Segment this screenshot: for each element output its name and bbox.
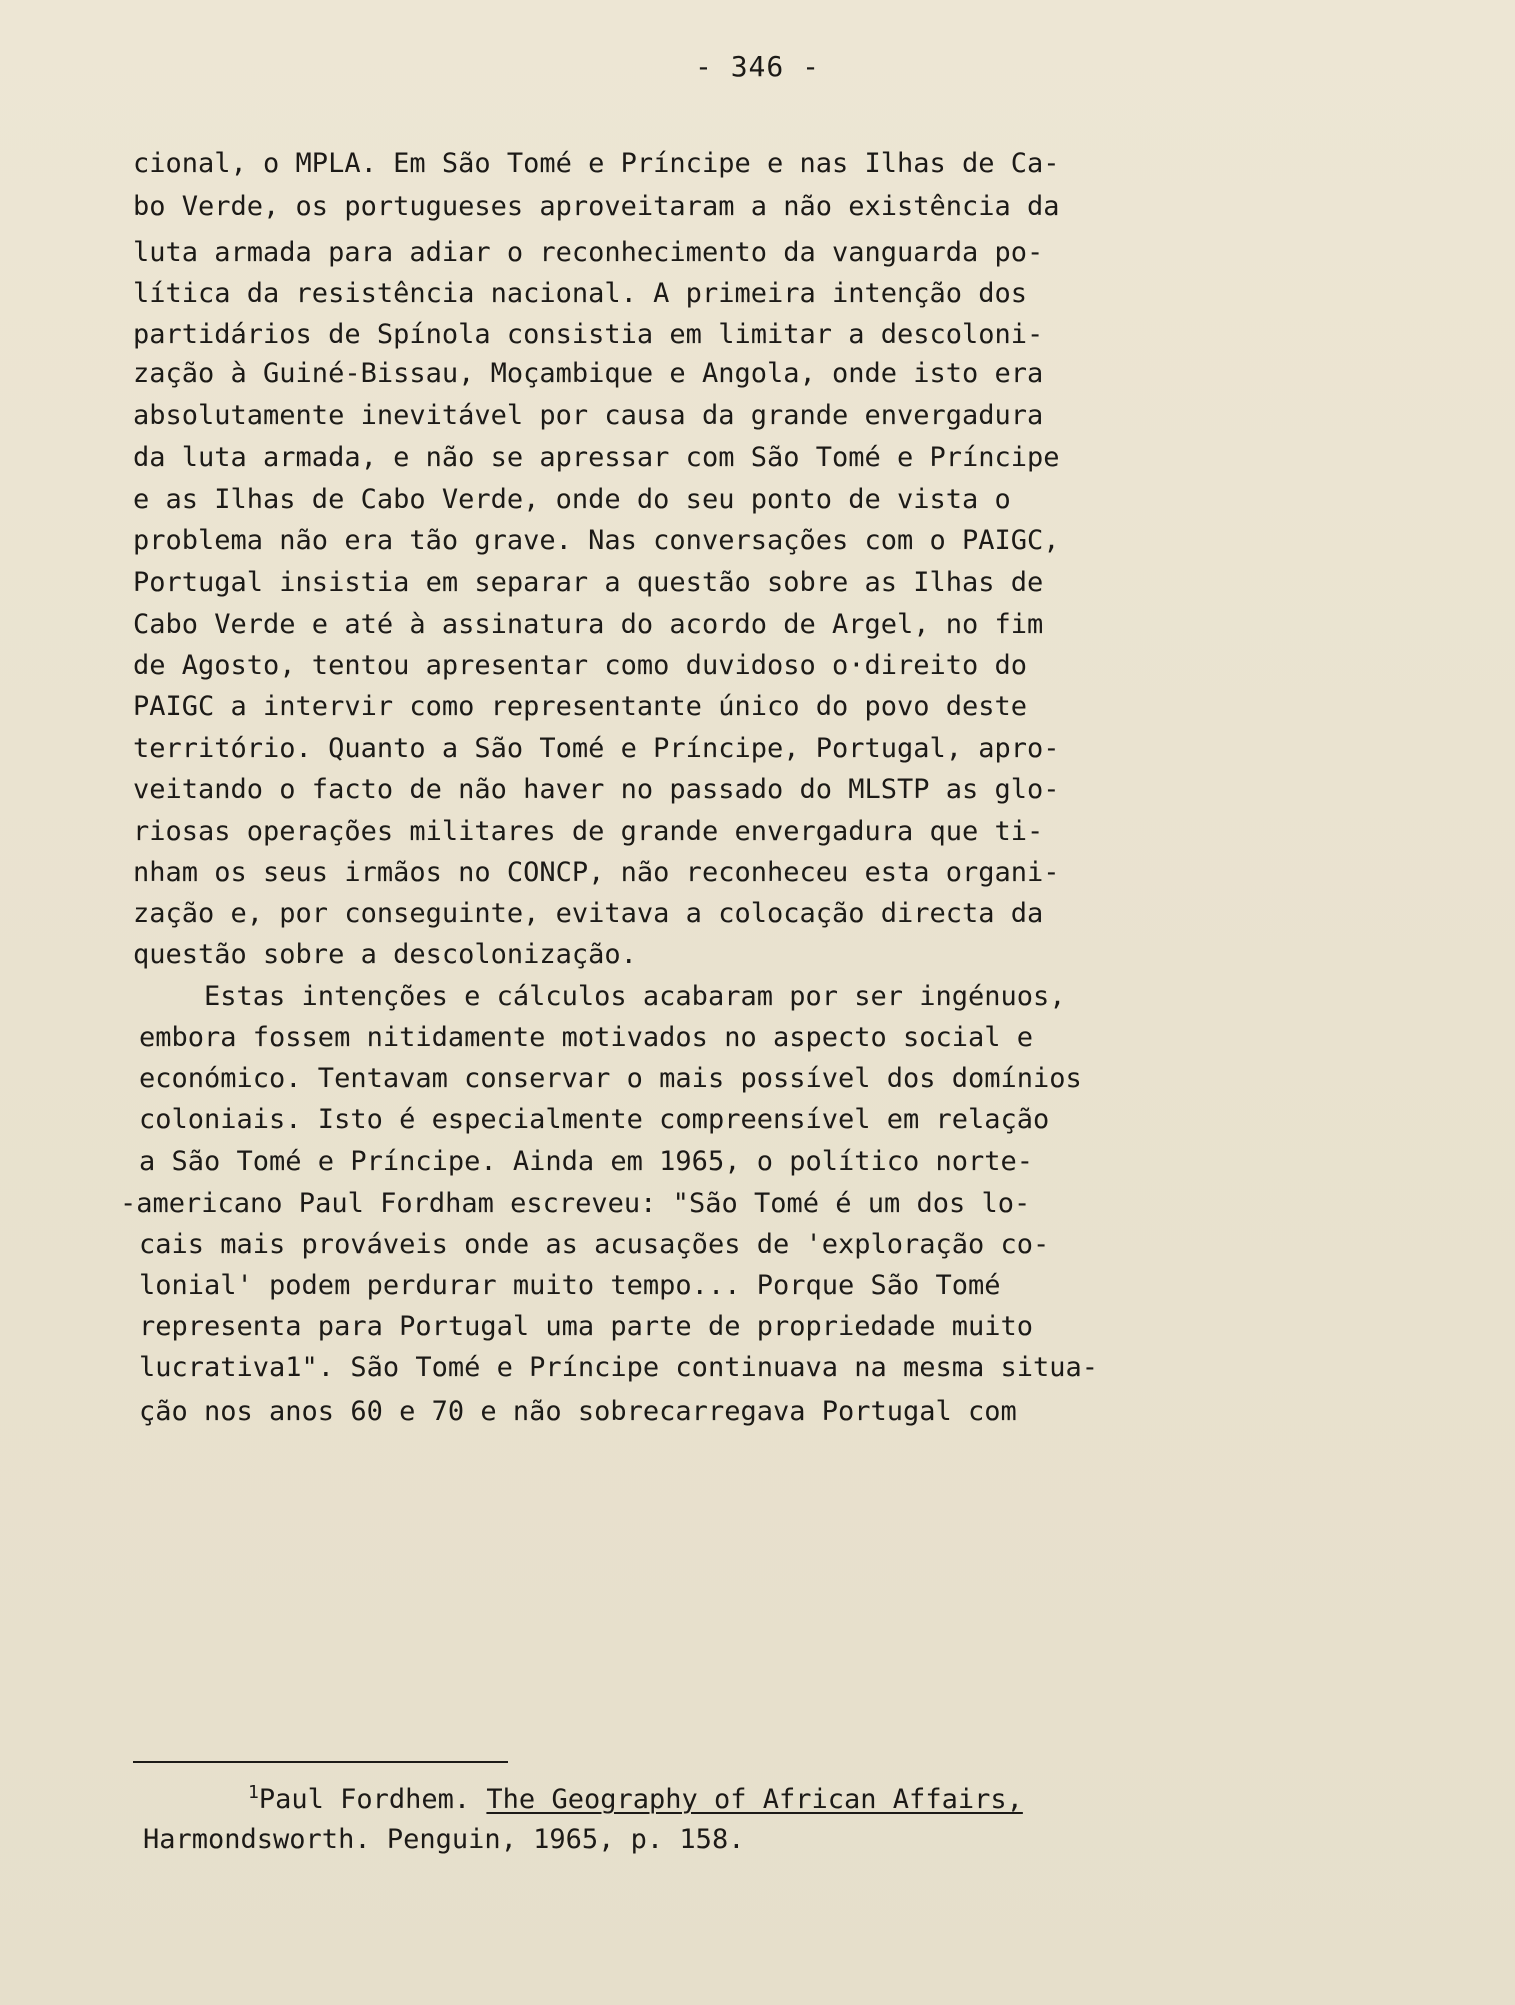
body-line: -americano Paul Fordham escreveu: "São Tomé é um dos lo-	[120, 1188, 1031, 1219]
page-number: - 346 -	[694, 50, 820, 83]
body-line: Estas intenções e cálculos acabaram por ser ingénuos,	[139, 981, 1066, 1012]
body-line: a São Tomé e Príncipe. Ainda em 1965, o político norte-	[139, 1146, 1034, 1177]
body-line: problema não era tão grave. Nas conversações com o PAIGC,	[133, 525, 1060, 556]
body-line: Portugal insistia em separar a questão sobre as Ilhas de	[133, 567, 1044, 598]
footnote-line-1	[248, 1784, 1023, 1813]
body-line: zação e, por conseguinte, evitava a colocação directa da	[133, 898, 1044, 929]
body-line: representa para Portugal uma parte de propriedade muito	[139, 1311, 1034, 1342]
footnote-author: Paul Fordhem.	[258, 1784, 487, 1815]
body-line: PAIGC a intervir como representante único do povo deste	[133, 691, 1028, 722]
body-line: e as Ilhas de Cabo Verde, onde do seu ponto de vista o	[133, 484, 1011, 515]
footnote-marker: 1	[248, 1782, 259, 1803]
body-line: cais mais prováveis onde as acusações de 'exploração co-	[139, 1229, 1050, 1260]
body-line: da luta armada, e não se apressar com São Tomé e Príncipe	[133, 442, 1060, 473]
body-line: lonial' podem perdurar muito tempo... Porque São Tomé	[139, 1270, 1001, 1301]
body-line: riosas operações militares de grande envergadura que ti-	[133, 816, 1044, 847]
body-line: partidários de Spínola consistia em limitar a descoloni-	[133, 319, 1044, 350]
body-line: veitando o facto de não haver no passado do MLSTP as glo-	[133, 774, 1060, 805]
body-line: de Agosto, tentou apresentar como duvidoso o·direito do	[133, 650, 1028, 681]
footnote-line-2: Harmondsworth. Penguin, 1965, p. 158.	[143, 1824, 745, 1855]
body-line: absolutamente inevitável por causa da grande envergadura	[133, 400, 1044, 431]
body-line: luta armada para adiar o reconhecimento da vanguarda po-	[133, 237, 1044, 268]
body-line: cional, o MPLA. Em São Tomé e Príncipe e nas Ilhas de Ca-	[133, 148, 1060, 179]
footnote-book-title: The Geography of African Affairs,	[486, 1784, 1023, 1815]
body-line: coloniais. Isto é especialmente compreensível em relação	[139, 1104, 1050, 1135]
body-line: território. Quanto a São Tomé e Príncipe, Portugal, apro-	[133, 733, 1060, 764]
body-line: nham os seus irmãos no CONCP, não reconheceu esta organi-	[133, 857, 1060, 888]
footnote-separator	[133, 1761, 508, 1763]
body-line: zação à Guiné-Bissau, Moçambique e Angola, onde isto era	[133, 358, 1044, 389]
body-line: ção nos anos 60 e 70 e não sobrecarregava Portugal com	[139, 1396, 1017, 1427]
body-line: embora fossem nitidamente motivados no aspecto social e	[139, 1022, 1034, 1053]
body-line: lucrativa1". São Tomé e Príncipe continuava na mesma situa-	[139, 1352, 1099, 1383]
body-line: económico. Tentavam conservar o mais possível dos domínios	[139, 1063, 1082, 1094]
body-line: Cabo Verde e até à assinatura do acordo de Argel, no fim	[133, 609, 1044, 640]
body-line: questão sobre a descolonização.	[133, 939, 637, 970]
body-line: bo Verde, os portugueses aproveitaram a não existência da	[133, 191, 1060, 222]
body-line: lítica da resistência nacional. A primeira intenção dos	[133, 278, 1028, 309]
